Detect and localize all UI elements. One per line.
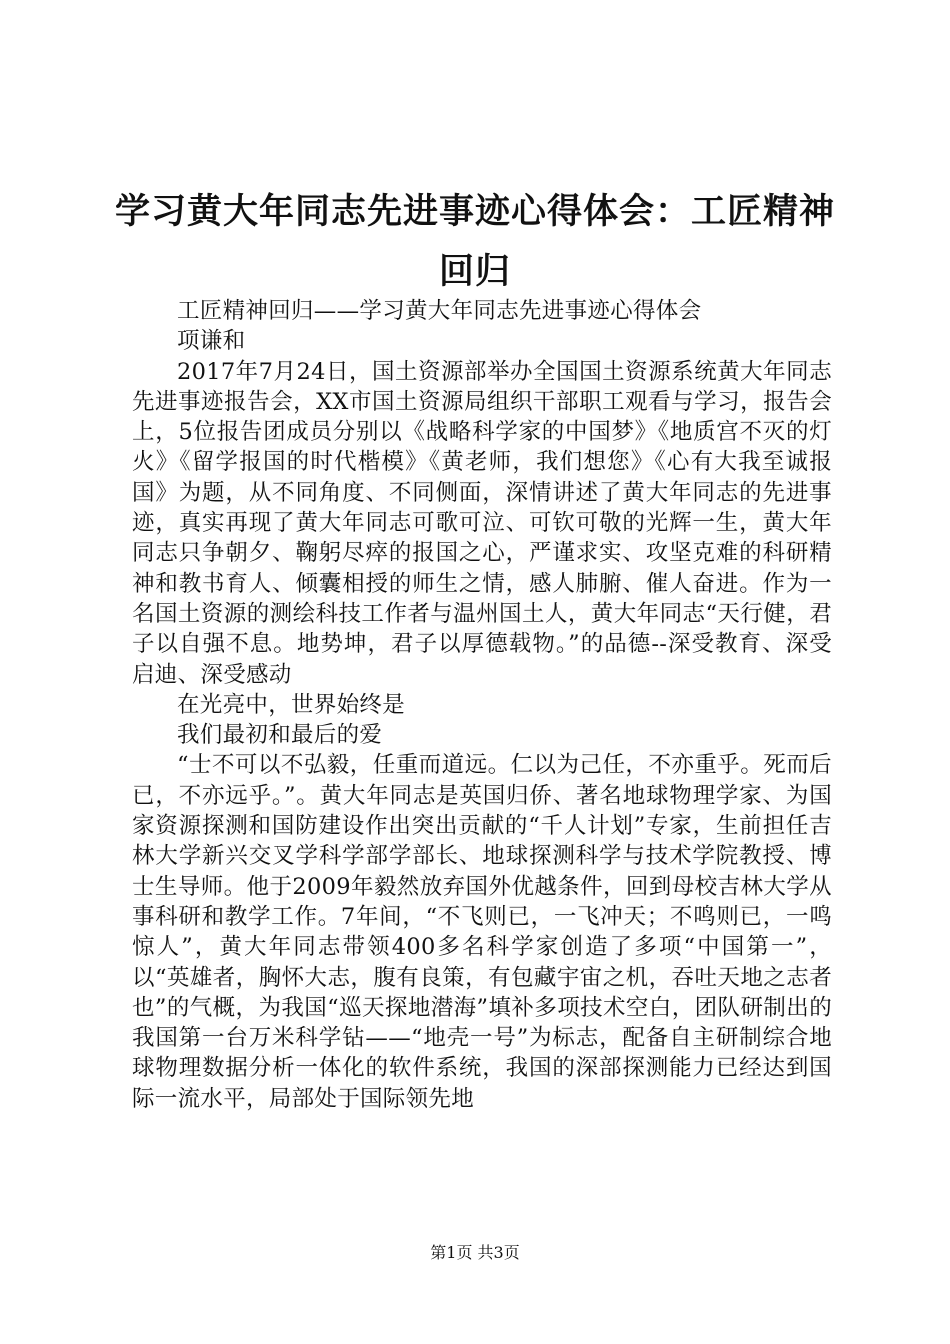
document-body [132,296,832,1114]
body-paragraph: 2017年7月24日，国土资源部举办全国国土资源系统黄大年同志先进事迹报告会，XX市国土资源局组织干部职工观看与学习，报告会上，5位报告团成员分别以《战略科学家的中国梦》《地质宫不灭的灯火》《留学报国的时代楷模》《黄老师，我们想您》《心有大我至诚报国》为题，从不同角度、不同侧面，深情讲述了黄大年同志的先进事迹，真实再现了黄大年同志可歌可泣、可钦可敬的光辉一生，黄大年同志只争朝夕、鞠躬尽瘁的报国之心，严谨求实、攻坚克难的科研精神和教书育人、倾囊相授的师生之情，感人肺腑、催人奋进。作为一名国土资源的测绘科技工作者与温州国土人，黄大年同志“天行健，君子以自强不息。地势坤，君子以厚德载物。”的品德--深受教育、深受启迪、深受感动 [132,358,832,688]
body-paragraph: “士不可以不弘毅，任重而道远。仁以为己任，不亦重乎。死而后已，不亦远乎。”。黄大年同志是英国归侨、著名地球物理学家、为国家资源探测和国防建设作出突出贡献的“千人计划”专家，生前担任吉林大学新兴交叉学科学部学部长、地球探测科学与技术学院教授、博士生导师。他于2009年毅然放弃国外优越条件，回到母校吉林大学从事科研和教学工作。7年间，“不飞则已，一飞冲天；不鸣则已，一鸣惊人”，黄大年同志带领400多名科学家创造了多项“中国第一”，以“英雄者，胸怀大志，腹有良策，有包藏宇宙之机，吞吐天地之志者也”的气概，为我国“巡天探地潜海”填补多项技术空白，团队研制出的我国第一台万米科学钻——“地壳一号”为标志，配备自主研制综合地球物理数据分析一体化的软件系统，我国的深部探测能力已经达到国际一流水平，局部处于国际领先地 [132,752,832,1112]
poem-line: 在光亮中，世界始终是 [177,691,406,718]
document-title: 学习黄大年同志先进事迹心得体会：工匠精神回归 [114,192,835,292]
page-footer: 第1页 共3页 [430,1243,520,1262]
subtitle-paragraph: 工匠精神回归——学习黄大年同志先进事迹心得体会 [177,298,702,324]
poem-line: 我们最初和最后的爱 [177,722,383,749]
author-paragraph: 项谦和 [177,328,246,355]
